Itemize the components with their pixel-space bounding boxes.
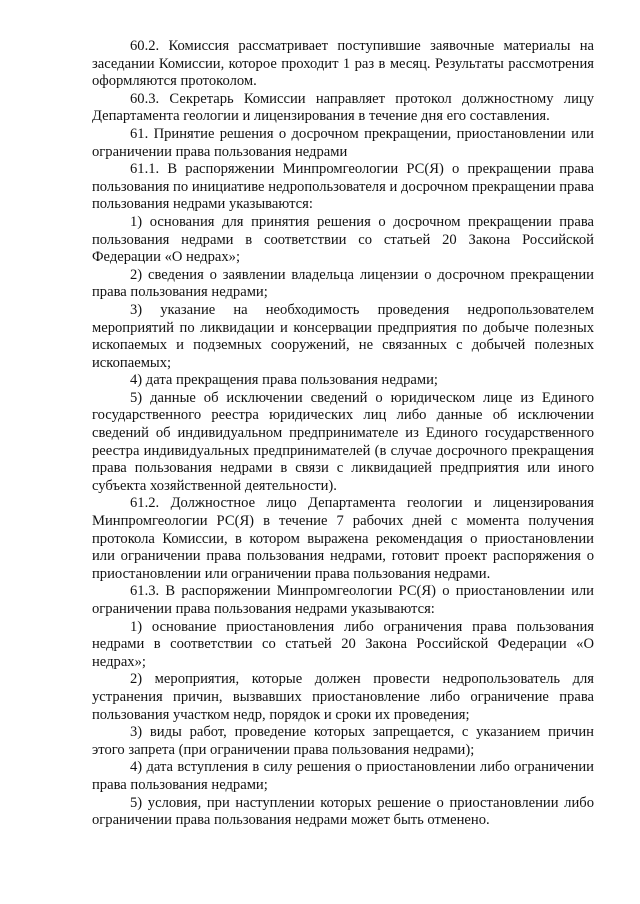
paragraph-61-3-item-2: 2) мероприятия, которые должен провести недропользователь для устранения причин, вызвавших приостановление либо ограничение права пользования участком недр, порядок и сроки их проведения; xyxy=(92,671,594,723)
document-body xyxy=(92,38,594,830)
paragraph-61-3-item-1: 1) основание приостановления либо ограничения права пользования недрами в соответствии со статьей 20 Закона Российской Федерации «О недрах»; xyxy=(92,618,594,670)
paragraph-61-1-item-5: 5) данные об исключении сведений о юридическом лице из Единого государственного реестра юридических лиц либо данные об исключении сведений об индивидуальном предпринимателе из Единого государственного реестра индивидуальных предпринимателей (в случае досрочного прекращения права пользования недрами в связи с ликвидацией предприятия или иного субъекта хозяйственной деятельности). xyxy=(92,389,594,494)
paragraph-61-3-item-3: 3) виды работ, проведение которых запрещается, с указанием причин этого запрета (при ограничении права пользования недрами); xyxy=(92,724,594,758)
paragraph-61-1-item-1: 1) основания для принятия решения о досрочном прекращении права пользования недрами в соответствии со статьей 20 Закона Российской Федерации «О недрах»; xyxy=(92,213,594,266)
paragraph-60-2: 60.2. Комиссия рассматривает поступившие заявочные материалы на заседании Комиссии, которое проходит 1 раз в месяц. Результаты рассмотрения оформляются протоколом. xyxy=(92,38,594,90)
paragraph-61-1: 61.1. В распоряжении Минпромгеологии РС(Я) о прекращении права пользования по инициативе недропользователя и досрочном прекращении права пользования недрами указываются: xyxy=(92,161,594,213)
paragraph-60-3: 60.3. Секретарь Комиссии направляет протокол должностному лицу Департамента геологии и лицензирования в течение дня его составления. xyxy=(92,90,594,125)
paragraph-61-1-item-4: 4) дата прекращения права пользования недрами; xyxy=(130,372,438,389)
paragraph-61-3-item-5: 5) условия, при наступлении которых решение о приостановлении либо ограничении права пользования недрами может быть отменено. xyxy=(92,794,594,829)
paragraph-61-1-item-3: 3) указание на необходимость проведения недропользователем мероприятий по ликвидации и консервации предприятия по добыче полезных ископаемых и подземных сооружений, не связанных с добычей полезных ископаемых; xyxy=(92,301,594,371)
paragraph-61-1-item-2: 2) сведения о заявлении владельца лицензии о досрочном прекращении права пользования недрами; xyxy=(92,266,594,301)
paragraph-61-heading: 61. Принятие решения о досрочном прекращении, приостановлении или ограничении права пользования недрами xyxy=(92,125,594,160)
paragraph-61-3-item-4: 4) дата вступления в силу решения о приостановлении либо ограничении права пользования недрами; xyxy=(92,759,594,793)
paragraph-61-3: 61.3. В распоряжении Минпромгеологии РС(Я) о приостановлении или ограничении права пользования недрами указываются: xyxy=(92,583,594,617)
paragraph-61-2: 61.2. Должностное лицо Департамента геологии и лицензирования Минпромгеологии РС(Я) в течение 7 рабочих дней с момента получения протокола Комиссии, в котором выражена рекомендация о приостановлении или ограничении права пользования недрами, готовит проект распоряжения о приостановлении или ограничении права пользования недрами. xyxy=(92,495,594,582)
